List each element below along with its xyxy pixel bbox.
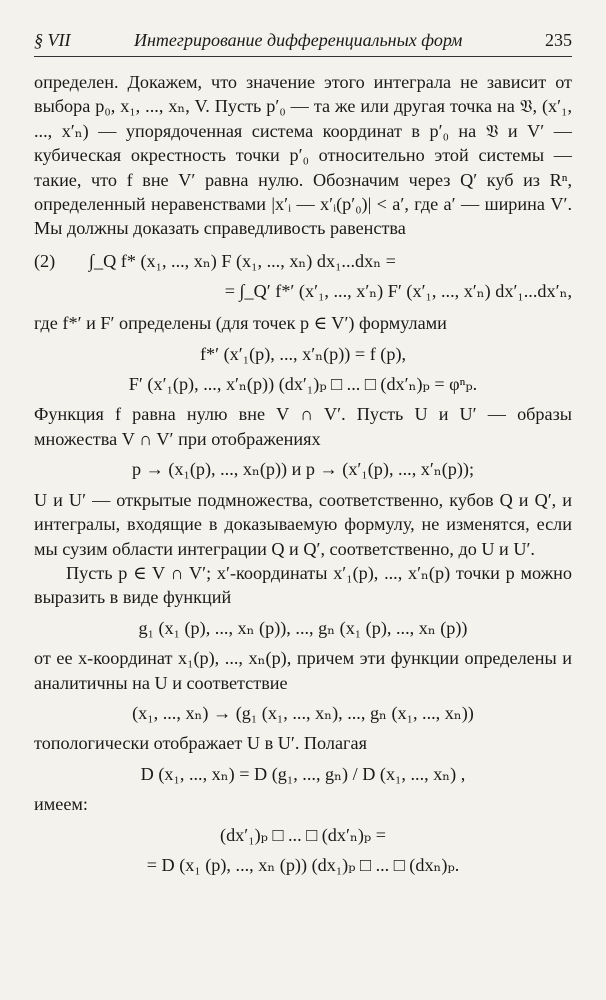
paragraph-1: определен. Докажем, что значение этого интеграла не зависит от выбора p₀, x₁, ..., xₙ, V. Пусть p′₀ — та же или другая точка на 𝔙, (x′₁, ..., x′ₙ) — упорядоченная система координат в p′₀ на 𝔙 и V′ — кубическая окрестность точки p′₀ относительно этой системы — такие, что f вне V′ равна нулю. Обозначим через Q′ куб из Rⁿ, определенный неравенствами |x′ᵢ — x′ᵢ(p′₀)| < a′, где a′ — ширина V′. Мы должны доказать справедливость равенства — [34, 72, 572, 239]
equation-2-first-line — [34, 249, 572, 273]
paragraph-8: имеем: — [34, 794, 88, 815]
section-label: § VII — [34, 30, 71, 50]
equation-2-lhs: ∫_Q f* (x₁, ..., xₙ) F (x₁, ..., xₙ) dx₁...dxₙ = — [89, 250, 396, 271]
chapter-title: Интегрирование дифференциальных форм — [134, 30, 463, 50]
equation-6: g₁ (x₁ (p), ..., xₙ (p)), ..., gₙ (x₁ (p), ..., xₙ (p)) — [138, 617, 468, 638]
paragraph-7: топологически отображает U в U′. Полагая — [34, 733, 367, 754]
paragraph-3: Функция f равна нулю вне V ∩ V′. Пусть U и U′ — образы множества V ∩ V′ при отображениях — [34, 404, 572, 449]
equation-7: (x₁, ..., xₙ) → (g₁ (x₁, ..., xₙ), ..., gₙ (x₁, ..., xₙ)) — [132, 702, 474, 723]
paragraph-2: где f*′ и F′ определены (для точек p ∈ V′) формулами — [34, 313, 447, 334]
page-body — [34, 70, 572, 883]
running-header — [34, 30, 572, 57]
paragraph-4: U и U′ — открытые подмножества, соответственно, кубов Q и Q′, и интегралы, входящие в доказываемую формулу, не изменятся, если мы сузим области интеграции Q и Q′, соответственно, до U и U′. — [34, 489, 572, 559]
equation-10: = D (x₁ (p), ..., xₙ (p)) (dx₁)ₚ □ ... □ (dxₙ)ₚ. — [146, 854, 460, 875]
page-number: 235 — [545, 30, 572, 50]
paragraph-5: Пусть p ∈ V ∩ V′; x′-координаты x′₁(p), ..., x′ₙ(p) точки p можно выразить в виде функций — [34, 562, 572, 608]
equation-5: p → (x₁(p), ..., xₙ(p)) и p → (x′₁(p), ..., x′ₙ(p)); — [131, 459, 475, 480]
equation-9: (dx′₁)ₚ □ ... □ (dx′ₙ)ₚ = — [220, 824, 386, 845]
equation-8: D (x₁, ..., xₙ) = D (g₁, ..., gₙ) / D (x₁, ..., xₙ) , — [140, 763, 466, 784]
equation-2-rhs: = ∫_Q′ f*′ (x′₁, ..., x′ₙ) F′ (x′₁, ..., x′ₙ) dx′₁...dx′ₙ, — [224, 280, 572, 301]
equation-number: (2) — [34, 250, 56, 271]
equation-3: f*′ (x′₁(p), ..., x′ₙ(p)) = f (p), — [199, 343, 407, 364]
paragraph-6: от ее x-координат x₁(p), ..., xₙ(p), причем эти функции определены и аналитичны на U и соответствие — [34, 648, 572, 693]
equation-4: F′ (x′₁(p), ..., x′ₙ(p)) (dx′₁)ₚ □ ... □ (dx′ₙ)ₚ = φⁿₚ. — [128, 374, 478, 395]
